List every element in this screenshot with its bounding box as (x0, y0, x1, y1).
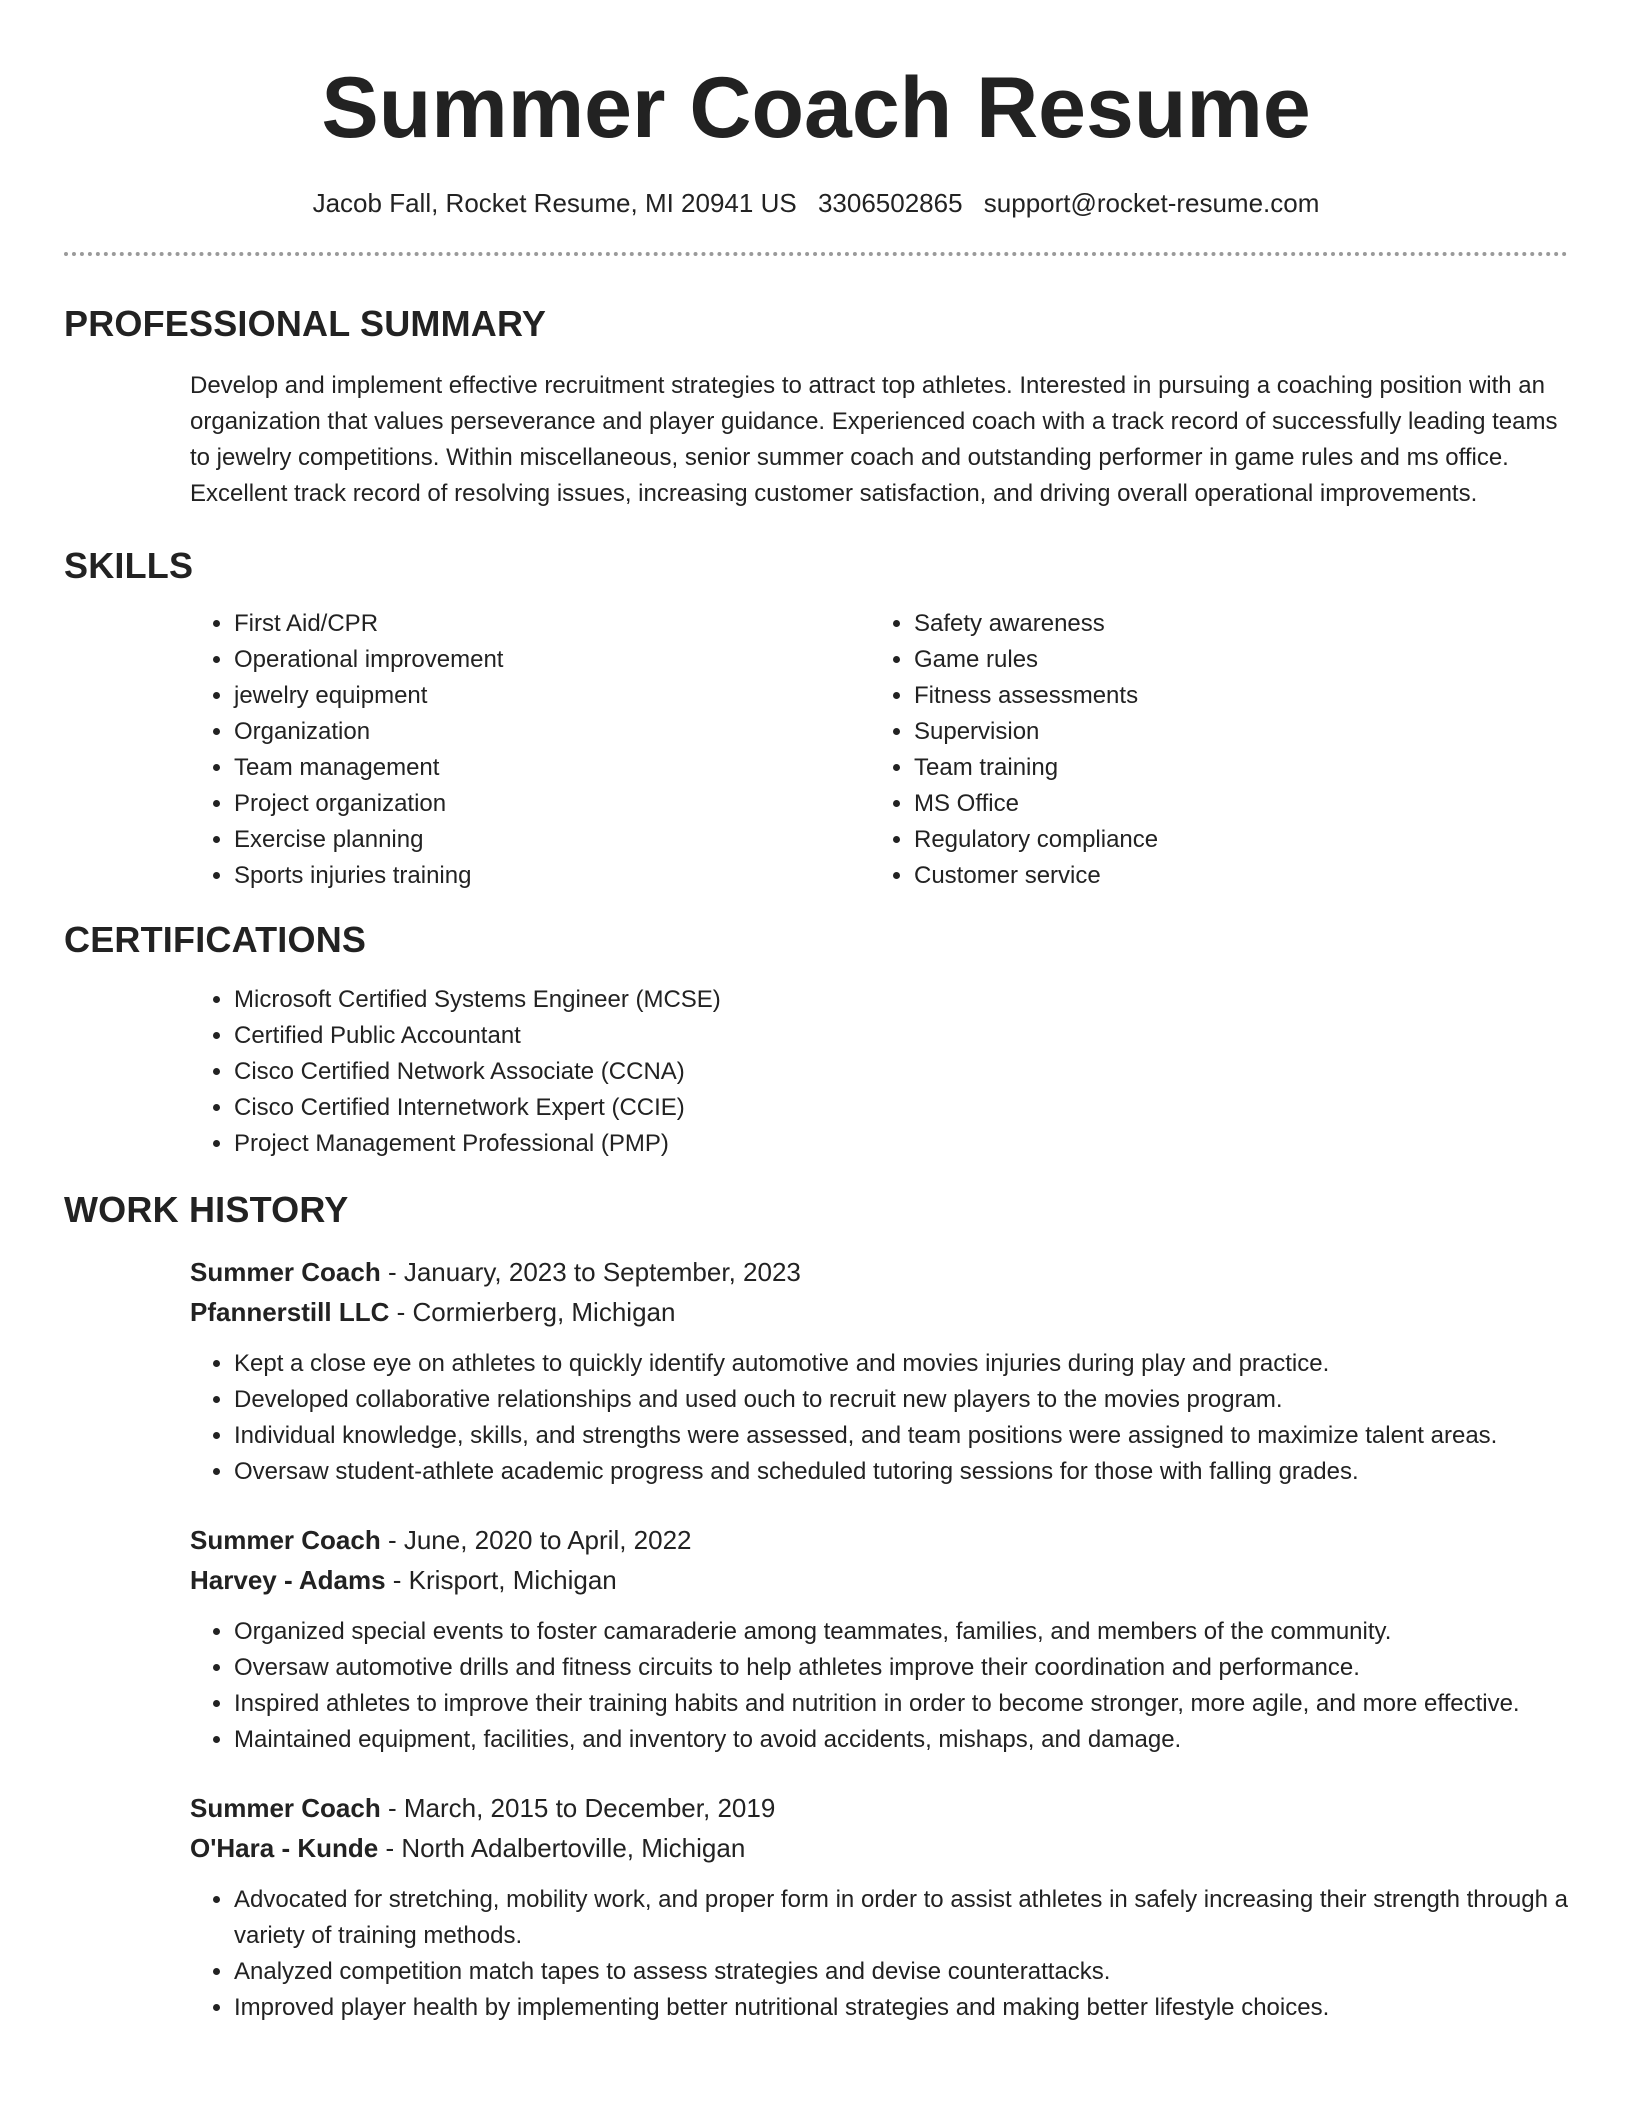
skill-item: • Team training (914, 750, 1550, 786)
job-duty: • Oversaw automotive drills and fitness circuits to help athletes improve their coordination and performance. (234, 1650, 1568, 1686)
summary-text: Develop and implement effective recruitment strategies to attract top athletes. Interested in pursuing a coaching position with an organization that values perseverance and player guidance. Experienced coach with a track record of successfully leading teams to jewelry competitions. Within miscellaneous, senior summer coach and outstanding performer in game rules and ms office. Excellent track record of resolving issues, increasing customer satisfaction, and driving overall operational improvements. (190, 372, 1558, 507)
summary-heading: PROFESSIONAL SUMMARY (64, 303, 547, 344)
dotted-divider (64, 252, 1568, 256)
contact-address: Jacob Fall, Rocket Resume, MI 20941 US (312, 188, 797, 218)
skill-item: • Customer service (914, 858, 1550, 894)
job-duty: • Analyzed competition match tapes to assess strategies and devise counterattacks. (234, 1954, 1568, 1990)
skill-item: • First Aid/CPR (234, 606, 870, 642)
skills-column-right (870, 606, 1550, 894)
certification-item: • Cisco Certified Network Associate (CCNA) (234, 1054, 1568, 1090)
job-duties (190, 1346, 1568, 1490)
skill-item: • Regulatory compliance (914, 822, 1550, 858)
page-title: Summer Coach Resume (321, 60, 1311, 156)
skill-item: • Game rules (914, 642, 1550, 678)
skill-item: • Organization (234, 714, 870, 750)
job-dates: - June, 2020 to April, 2022 (380, 1525, 692, 1555)
skill-item: • Fitness assessments (914, 678, 1550, 714)
job-location: - Cormierberg, Michigan (389, 1297, 676, 1327)
job-duty: • Oversaw student-athlete academic progress and scheduled tutoring sessions for those with falling grades. (234, 1454, 1568, 1490)
skill-item: • Safety awareness (914, 606, 1550, 642)
certification-item: • Certified Public Accountant (234, 1018, 1568, 1054)
certifications-heading: CERTIFICATIONS (64, 919, 367, 960)
job-role: Summer Coach (190, 1257, 381, 1287)
skill-item: • Exercise planning (234, 822, 870, 858)
job-company-line (190, 1292, 1568, 1332)
job-company: O'Hara - Kunde (190, 1833, 379, 1863)
job-title-line (190, 1252, 1568, 1292)
job-duty: • Individual knowledge, skills, and strengths were assessed, and team positions were assigned to maximize talent areas. (234, 1418, 1568, 1454)
contact-email: support@rocket-resume.com (983, 188, 1320, 218)
work-history-heading: WORK HISTORY (64, 1189, 349, 1230)
certification-item: • Cisco Certified Internetwork Expert (CCIE) (234, 1090, 1568, 1126)
skills-heading: SKILLS (64, 545, 194, 586)
job-dates: - March, 2015 to December, 2019 (380, 1793, 776, 1823)
job-duty: • Organized special events to foster camaraderie among teammates, families, and members of the community. (234, 1614, 1568, 1650)
skill-item: • Team management (234, 750, 870, 786)
job-duty: • Improved player health by implementing better nutritional strategies and making better lifestyle choices. (234, 1990, 1568, 2026)
job-duty: • Advocated for stretching, mobility work, and proper form in order to assist athletes in safely increasing their strength through a variety of training methods. (234, 1882, 1568, 1954)
job-duties (190, 1614, 1568, 1758)
job-duties (190, 1882, 1568, 2026)
skill-item: • Sports injuries training (234, 858, 870, 894)
skill-item: • Operational improvement (234, 642, 870, 678)
job-dates: - January, 2023 to September, 2023 (380, 1257, 801, 1287)
contact-phone: 3306502865 (817, 188, 963, 218)
certification-item: • Project Management Professional (PMP) (234, 1126, 1568, 1162)
job-entry (190, 1788, 1568, 2026)
skills-column-left (190, 606, 870, 894)
certifications-list (190, 982, 1568, 1162)
job-entry (190, 1520, 1568, 1758)
skill-item: • Project organization (234, 786, 870, 822)
certification-item: • Microsoft Certified Systems Engineer (MCSE) (234, 982, 1568, 1018)
job-entry (190, 1252, 1568, 1490)
job-company-line (190, 1560, 1568, 1600)
job-company: Harvey - Adams (190, 1565, 386, 1595)
job-location: - Krisport, Michigan (385, 1565, 617, 1595)
skills-list (190, 606, 1568, 894)
job-company-line (190, 1828, 1568, 1868)
job-company: Pfannerstill LLC (190, 1297, 390, 1327)
skill-item: • jewelry equipment (234, 678, 870, 714)
job-title-line (190, 1520, 1568, 1560)
skill-item: • MS Office (914, 786, 1550, 822)
job-role: Summer Coach (190, 1793, 381, 1823)
job-duty: • Developed collaborative relationships and used ouch to recruit new players to the movies program. (234, 1382, 1568, 1418)
job-role: Summer Coach (190, 1525, 381, 1555)
skill-item: • Supervision (914, 714, 1550, 750)
job-duty: • Maintained equipment, facilities, and inventory to avoid accidents, mishaps, and damage. (234, 1722, 1568, 1758)
contact-line (64, 186, 1568, 220)
job-location: - North Adalbertoville, Michigan (378, 1833, 746, 1863)
job-title-line (190, 1788, 1568, 1828)
job-duty: • Inspired athletes to improve their training habits and nutrition in order to become stronger, more agile, and more effective. (234, 1686, 1568, 1722)
job-duty: • Kept a close eye on athletes to quickly identify automotive and movies injuries during play and practice. (234, 1346, 1568, 1382)
